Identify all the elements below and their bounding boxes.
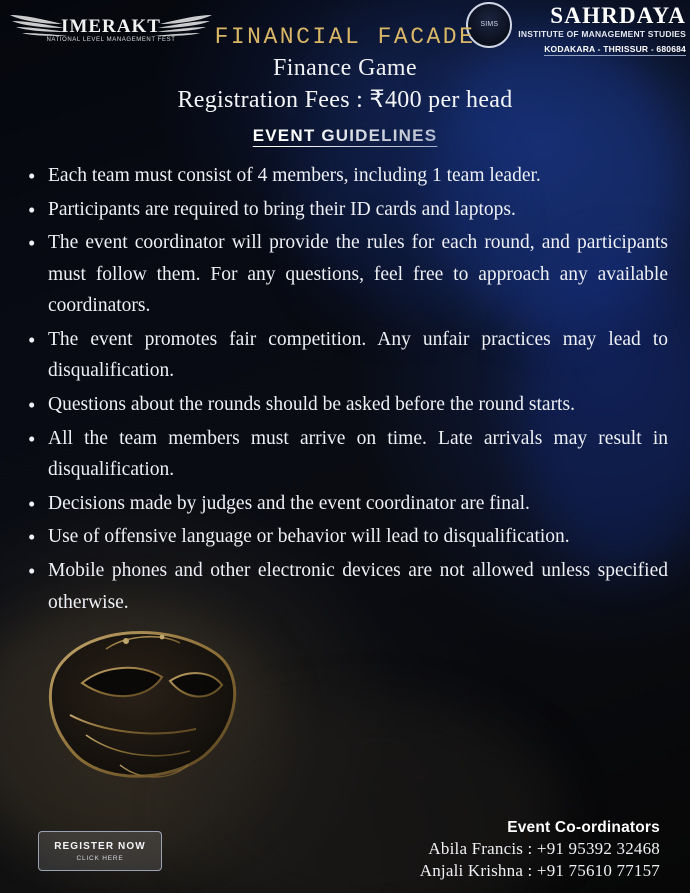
list-item: • The event promotes fair competition. Any unfair practices may lead to disqualification.	[26, 324, 668, 387]
sahrdaya-name: SAHRDAYA	[550, 3, 686, 28]
guidelines-heading: EVENT GUIDELINES	[252, 126, 438, 145]
coordinators-block	[420, 819, 660, 881]
event-subtitle: Finance Game	[272, 55, 418, 81]
list-item: • Mobile phones and other electronic devices are not allowed unless specified otherwise.	[26, 555, 668, 618]
sahrdaya-institute: INSTITUTE OF MANAGEMENT STUDIES	[518, 29, 686, 39]
list-item: • Questions about the rounds should be asked before the round starts.	[26, 389, 668, 421]
imerakt-logo-name: IMERAKT	[61, 15, 161, 37]
sahrdaya-seal-icon: SIMS	[466, 2, 512, 48]
list-item: • Use of offensive language or behavior will lead to disqualification.	[26, 521, 668, 553]
register-button-sublabel: CLICK HERE	[76, 854, 124, 862]
registration-fees: Registration Fees : ₹400 per head	[177, 87, 513, 113]
list-item: • Decisions made by judges and the event coordinator are final.	[26, 488, 668, 520]
register-button-label: REGISTER NOW	[54, 840, 146, 852]
list-item: • The event coordinator will provide the rules for each round, and participants must follow them. For any questions, feel free to approach any available coordinators.	[26, 227, 668, 322]
imerakt-logo-tagline: NATIONAL LEVEL MANAGEMENT FEST	[46, 37, 176, 43]
event-title: FINANCIAL FACADE	[214, 24, 476, 50]
coordinator-contact: Abila Francis : +91 95392 32468	[428, 839, 660, 858]
poster-footer	[0, 803, 690, 893]
list-item: • Each team must consist of 4 members, including 1 team leader.	[26, 160, 668, 192]
sahrdaya-location: KODAKARA - THRISSUR - 680684	[544, 44, 686, 54]
masquerade-mask-icon	[30, 605, 300, 825]
list-item: • Participants are required to bring their ID cards and laptops.	[26, 194, 668, 226]
list-item: • All the team members must arrive on time. Late arrivals may result in disqualification.	[26, 423, 668, 486]
coordinators-title: Event Co-ordinators	[507, 819, 660, 836]
poster-header	[0, 0, 690, 112]
coordinator-contact: Anjali Krishna : +91 75610 77157	[419, 861, 660, 880]
guidelines-list	[26, 160, 668, 618]
title-block	[0, 24, 690, 114]
register-now-button[interactable]	[38, 831, 162, 871]
